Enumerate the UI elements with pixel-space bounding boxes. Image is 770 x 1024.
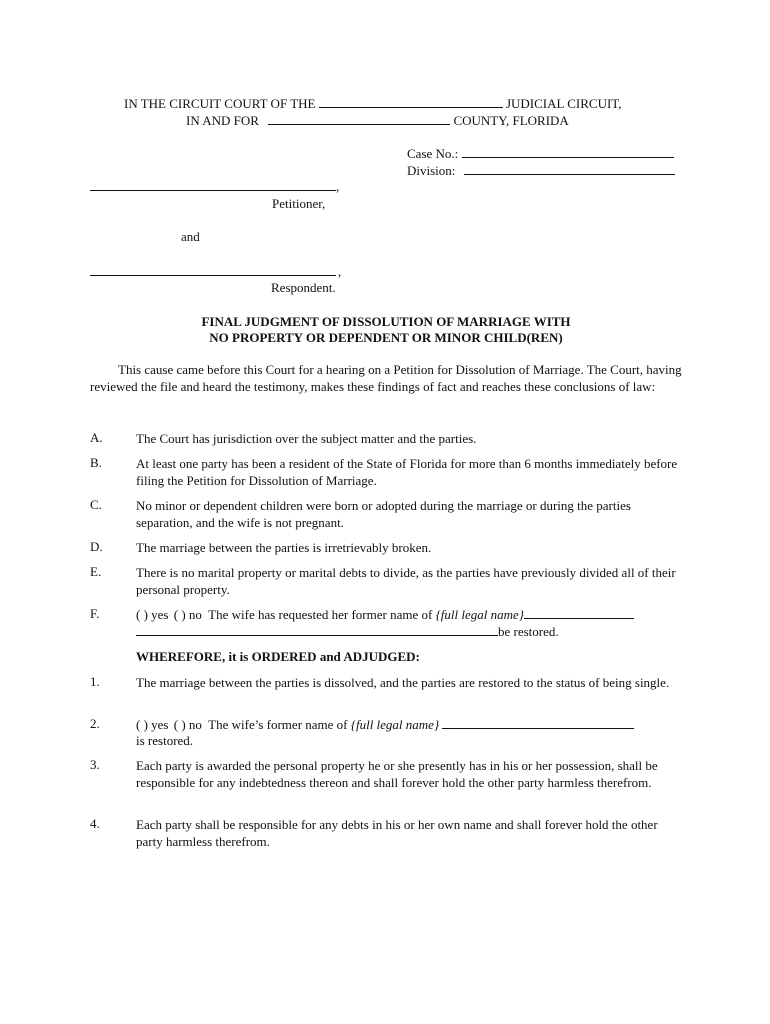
finding-f-no-checkbox[interactable]: ( ) no [173, 607, 202, 622]
order-2-line1 [136, 716, 634, 732]
order-4-label: 4. [90, 816, 100, 831]
order-1-text: The marriage between the parties is dissolved, and the parties are restored to the status of being single. [136, 675, 670, 690]
finding-d-label: D. [90, 539, 103, 554]
county-line [186, 112, 569, 128]
finding-f-text: The wife has requested her former name of [208, 607, 433, 622]
petitioner-label: Petitioner, [272, 196, 326, 211]
finding-b-text: At least one party has been a resident of the State of Florida for more than 6 months immediately before filing the Petition for Dissolution of Marriage. [136, 456, 678, 488]
respondent-comma: , [338, 264, 342, 279]
document-title-line1: FINAL JUDGMENT OF DISSOLUTION OF MARRIAGE WITH [201, 314, 571, 329]
court-line-suffix: JUDICIAL CIRCUIT, [505, 96, 622, 111]
finding-f-yes-checkbox[interactable]: ( ) yes [136, 607, 169, 622]
county-line-suffix: COUNTY, FLORIDA [453, 113, 569, 128]
finding-f-line1 [136, 606, 634, 622]
petitioner-name-blank[interactable] [90, 190, 336, 191]
court-line [124, 95, 622, 111]
finding-f-suffix: be restored. [498, 624, 559, 639]
order-2-name-blank[interactable] [442, 716, 634, 729]
order-1-label: 1. [90, 674, 100, 689]
wherefore-heading: WHEREFORE, it is ORDERED and ADJUDGED: [136, 649, 420, 664]
county-blank[interactable] [268, 112, 450, 125]
finding-f-name-placeholder: {full legal name} [435, 607, 524, 622]
division-line [407, 162, 675, 178]
finding-e-text: There is no marital property or marital debts to divide, as the parties have previously divided all of their personal property. [136, 565, 676, 597]
circuit-blank[interactable] [319, 95, 503, 108]
and-label: and [181, 229, 200, 244]
finding-f-label: F. [90, 606, 100, 621]
finding-f-name-blank-2[interactable] [136, 623, 498, 636]
finding-f-line2 [136, 623, 559, 639]
respondent-name-blank[interactable] [90, 275, 336, 276]
finding-f-name-blank[interactable] [524, 606, 634, 619]
case-no-line [407, 145, 674, 161]
finding-c-label: C. [90, 497, 102, 512]
order-3-text: Each party is awarded the personal property he or she presently has in his or her possession, shall be responsible for any indebtedness thereon and shall forever hold the other party harmless therefrom. [136, 758, 658, 790]
division-label: Division: [407, 163, 456, 178]
court-line-prefix: IN THE CIRCUIT COURT OF THE [124, 96, 316, 111]
county-line-prefix: IN AND FOR [186, 113, 259, 128]
order-2-label: 2. [90, 716, 100, 731]
order-4-text: Each party shall be responsible for any debts in his or her own name and shall forever hold the other party harmless therefrom. [136, 817, 658, 849]
finding-a-text: The Court has jurisdiction over the subject matter and the parties. [136, 431, 477, 446]
order-2-yes-checkbox[interactable]: ( ) yes [136, 717, 169, 732]
order-2-suffix: is restored. [136, 733, 194, 748]
finding-e-label: E. [90, 564, 102, 579]
document-title-line2: NO PROPERTY OR DEPENDENT OR MINOR CHILD(REN) [209, 330, 563, 345]
petitioner-comma: , [336, 179, 340, 194]
order-3-label: 3. [90, 757, 100, 772]
order-2-no-checkbox[interactable]: ( ) no [173, 717, 202, 732]
intro-paragraph: This cause came before this Court for a hearing on a Petition for Dissolution of Marriage. The Court, having reviewed the file and heard the testimony, makes these findings of fact and reaches these conclusions of law: [90, 362, 682, 394]
order-2-name-placeholder: {full legal name} [350, 717, 440, 732]
finding-b-label: B. [90, 455, 102, 470]
order-2-text: The wife’s former name of [208, 717, 348, 732]
finding-d-text: The marriage between the parties is irretrievably broken. [136, 540, 432, 555]
case-no-label: Case No.: [407, 146, 459, 161]
division-blank[interactable] [464, 162, 675, 175]
case-no-blank[interactable] [462, 145, 674, 158]
respondent-label: Respondent. [271, 280, 336, 295]
finding-a-label: A. [90, 430, 103, 445]
finding-c-text: No minor or dependent children were born or adopted during the marriage or during the parties separation, and the wife is not pregnant. [136, 498, 631, 530]
